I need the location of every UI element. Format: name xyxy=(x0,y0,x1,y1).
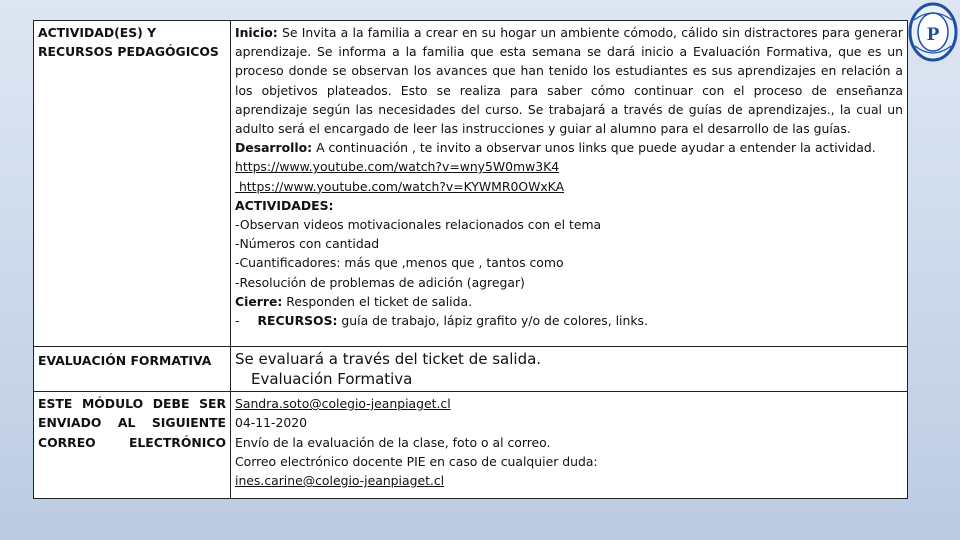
email-row xyxy=(34,392,908,499)
lesson-table xyxy=(33,20,908,499)
email-content xyxy=(231,392,908,499)
activity-item: -Números con cantidad xyxy=(235,236,380,252)
activity-item: -Observan videos motivacionales relacionados con el tema xyxy=(235,217,602,233)
cierre-text: Responden el ticket de salida. xyxy=(282,293,473,309)
pie-email-link[interactable]: ines.carine@colegio-jeanpiaget.cl xyxy=(235,473,445,489)
activities-label: ACTIVIDAD(ES) Y RECURSOS PEDAGÓGICOS xyxy=(34,21,231,347)
school-logo xyxy=(908,2,958,66)
inicio-label: Inicio: xyxy=(235,25,278,40)
recursos-bullet: - xyxy=(235,313,240,329)
recursos-text: guía de trabajo, lápiz grafito y/o de colores, links. xyxy=(337,313,648,329)
evaluation-row xyxy=(34,347,908,392)
actividades-heading: ACTIVIDADES: xyxy=(235,197,334,213)
pie-contact-note: Correo electrónico docente PIE en caso de cualquier duda: xyxy=(235,453,598,469)
due-date: 04-11-2020 xyxy=(235,415,308,431)
evaluation-text: Se evaluará a través del ticket de salida. xyxy=(235,350,542,369)
email-instruction-label: ESTE MÓDULO DEBE SER ENVIADO AL SIGUIENTE CORREO ELECTRÓNICO xyxy=(34,392,231,499)
recursos-line xyxy=(235,311,903,330)
desarrollo-text: A continuación , te invito a observar unos links que puede ayudar a entender la actividad. xyxy=(312,140,876,156)
inicio-paragraph xyxy=(235,23,903,138)
evaluation-label: EVALUACIÓN FORMATIVA xyxy=(34,347,231,392)
evaluation-text-2: Evaluación Formativa xyxy=(251,370,413,389)
inicio-text: Se Invita a la familia a crear en su hogar un ambiente cómodo, cálido sin distractores para generar aprendizaje. Se informa a la familia que esta semana se dará inicio a Evaluación Formativa, que es un proceso donde se observan los avances que han tenido los estudiantes es sus aprendizajes en relación a los objetivos plateados. Esto se realiza para saber cómo continuar con el proceso de enseñanza aprendizaje según las necesidades del curso. Se trabajará a través de guías de aprendizajes., la cual un adulto será el encargado de leer las instrucciones y guiar al alumno para el desarrollo de las guías. xyxy=(235,25,903,137)
teacher-email-link[interactable]: Sandra.soto@colegio-jeanpiaget.cl xyxy=(235,396,451,412)
desarrollo-label: Desarrollo: xyxy=(235,140,313,156)
activity-item: -Resolución de problemas de adición (agregar) xyxy=(235,274,525,290)
video-link-1[interactable]: https://www.youtube.com/watch?v=wny5W0mw3K4 xyxy=(235,159,560,175)
cierre-label: Cierre: xyxy=(235,293,283,309)
submission-note: Envío de la evaluación de la clase, foto o al correo. xyxy=(235,434,551,450)
video-link-2[interactable]: https://www.youtube.com/watch?v=KYWMR0OWxKA xyxy=(235,178,565,194)
activities-content xyxy=(231,21,908,347)
activity-item: -Cuantificadores: más que ,menos que , tantos como xyxy=(235,255,564,271)
desarrollo-paragraph xyxy=(235,138,903,157)
logo-letter: P xyxy=(926,25,940,45)
activities-row xyxy=(34,21,908,347)
evaluation-content xyxy=(231,347,908,392)
recursos-label: RECURSOS: xyxy=(257,313,338,329)
cierre-paragraph xyxy=(235,292,903,311)
